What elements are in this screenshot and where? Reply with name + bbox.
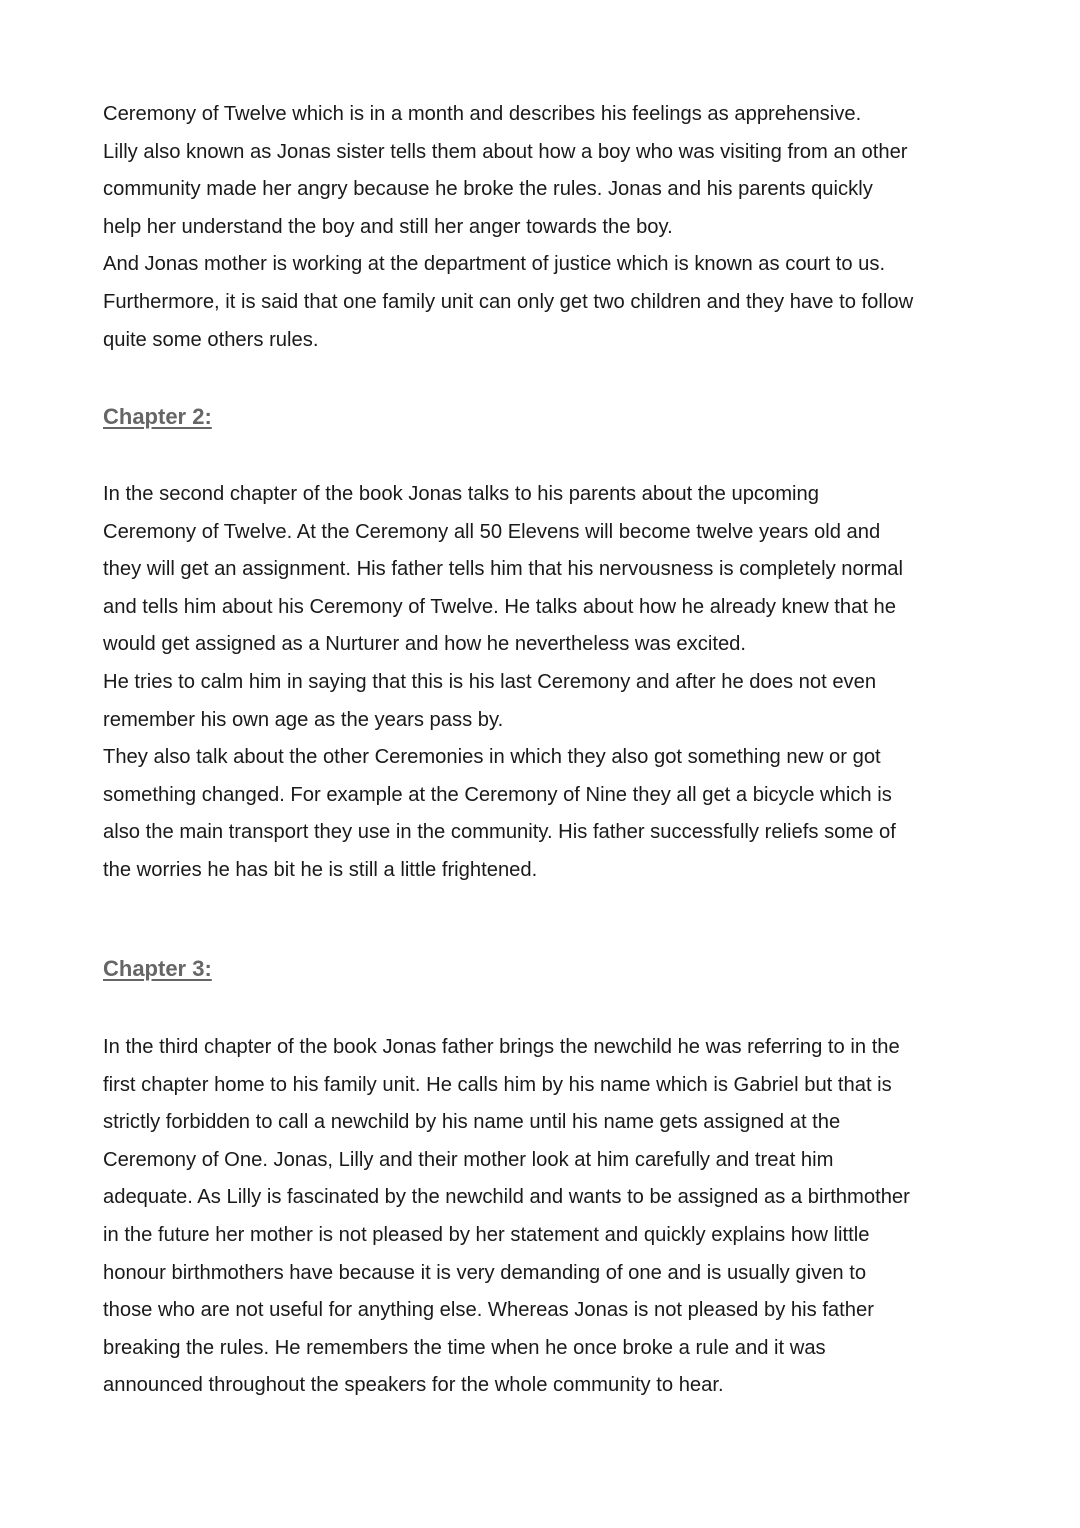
chapter-3-heading: Chapter 3: <box>103 956 212 981</box>
chapter-3-line: in the future her mother is not pleased by her statement and quickly explains how little <box>103 1223 870 1246</box>
chapter-3-line: strictly forbidden to call a newchild by his name until his name gets assigned at the <box>103 1111 841 1134</box>
chapter-3-line: In the third chapter of the book Jonas father brings the newchild he was referring to in the <box>103 1036 900 1058</box>
chapter-2-line: In the second chapter of the book Jonas talks to his parents about the upcoming <box>103 483 819 505</box>
chapter-2-paragraph <box>103 476 903 890</box>
chapter-3-line: honour birthmothers have because it is very demanding of one and is usually given to <box>103 1261 867 1284</box>
chapter-1-line: quite some others rules. <box>103 328 319 351</box>
chapter-2-line: would get assigned as a Nurturer and how he nevertheless was excited. <box>103 633 747 656</box>
chapter-3-line: Ceremony of One. Jonas, Lilly and their mother look at him carefully and treat him <box>103 1148 834 1171</box>
chapter-1-line: community made her angry because he broke the rules. Jonas and his parents quickly <box>103 178 873 201</box>
chapter-3-line: breaking the rules. He remembers the time when he once broke a rule and it was <box>103 1336 826 1359</box>
chapter-2-line: something changed. For example at the Ceremony of Nine they all get a bicycle which is <box>103 783 892 806</box>
chapter-3-paragraph <box>103 1029 910 1405</box>
chapter-2-line: the worries he has bit he is still a little frightened. <box>103 858 538 881</box>
chapter-2-heading: Chapter 2: <box>103 404 212 429</box>
chapter-2-line: also the main transport they use in the community. His father successfully reliefs some of <box>103 821 896 844</box>
chapter-2-line: They also talk about the other Ceremonies in which they also got something new or got <box>103 746 881 769</box>
chapter-1-line: Ceremony of Twelve which is in a month and describes his feelings as apprehensive. <box>103 103 862 125</box>
chapter-2-line: and tells him about his Ceremony of Twelve. He talks about how he already knew that he <box>103 595 896 618</box>
chapter-3-line: those who are not useful for anything else. Whereas Jonas is not pleased by his father <box>103 1299 874 1322</box>
chapter-3-line: announced throughout the speakers for the whole community to hear. <box>103 1374 724 1397</box>
chapter-1-line: And Jonas mother is working at the department of justice which is known as court to us. <box>103 253 886 276</box>
chapter-2-line: He tries to calm him in saying that this is his last Ceremony and after he does not even <box>103 670 877 693</box>
chapter-1-paragraph <box>103 96 1003 359</box>
chapter-2-line: they will get an assignment. His father tells him that his nervousness is completely normal <box>103 558 903 581</box>
document-page <box>103 96 1003 1397</box>
chapter-2-line: Ceremony of Twelve. At the Ceremony all 50 Elevens will become twelve years old and <box>103 520 881 543</box>
chapter-3-line: adequate. As Lilly is fascinated by the newchild and wants to be assigned as a birthmother <box>103 1186 910 1209</box>
chapter-3-line: first chapter home to his family unit. He calls him by his name which is Gabriel but that is <box>103 1073 892 1096</box>
chapter-1-line: help her understand the boy and still her anger towards the boy. <box>103 215 673 238</box>
chapter-2-line: remember his own age as the years pass by. <box>103 708 504 731</box>
chapter-1-line: Furthermore, it is said that one family unit can only get two children and they have to follow <box>103 290 914 313</box>
chapter-1-line: Lilly also known as Jonas sister tells them about how a boy who was visiting from an other <box>103 140 908 163</box>
